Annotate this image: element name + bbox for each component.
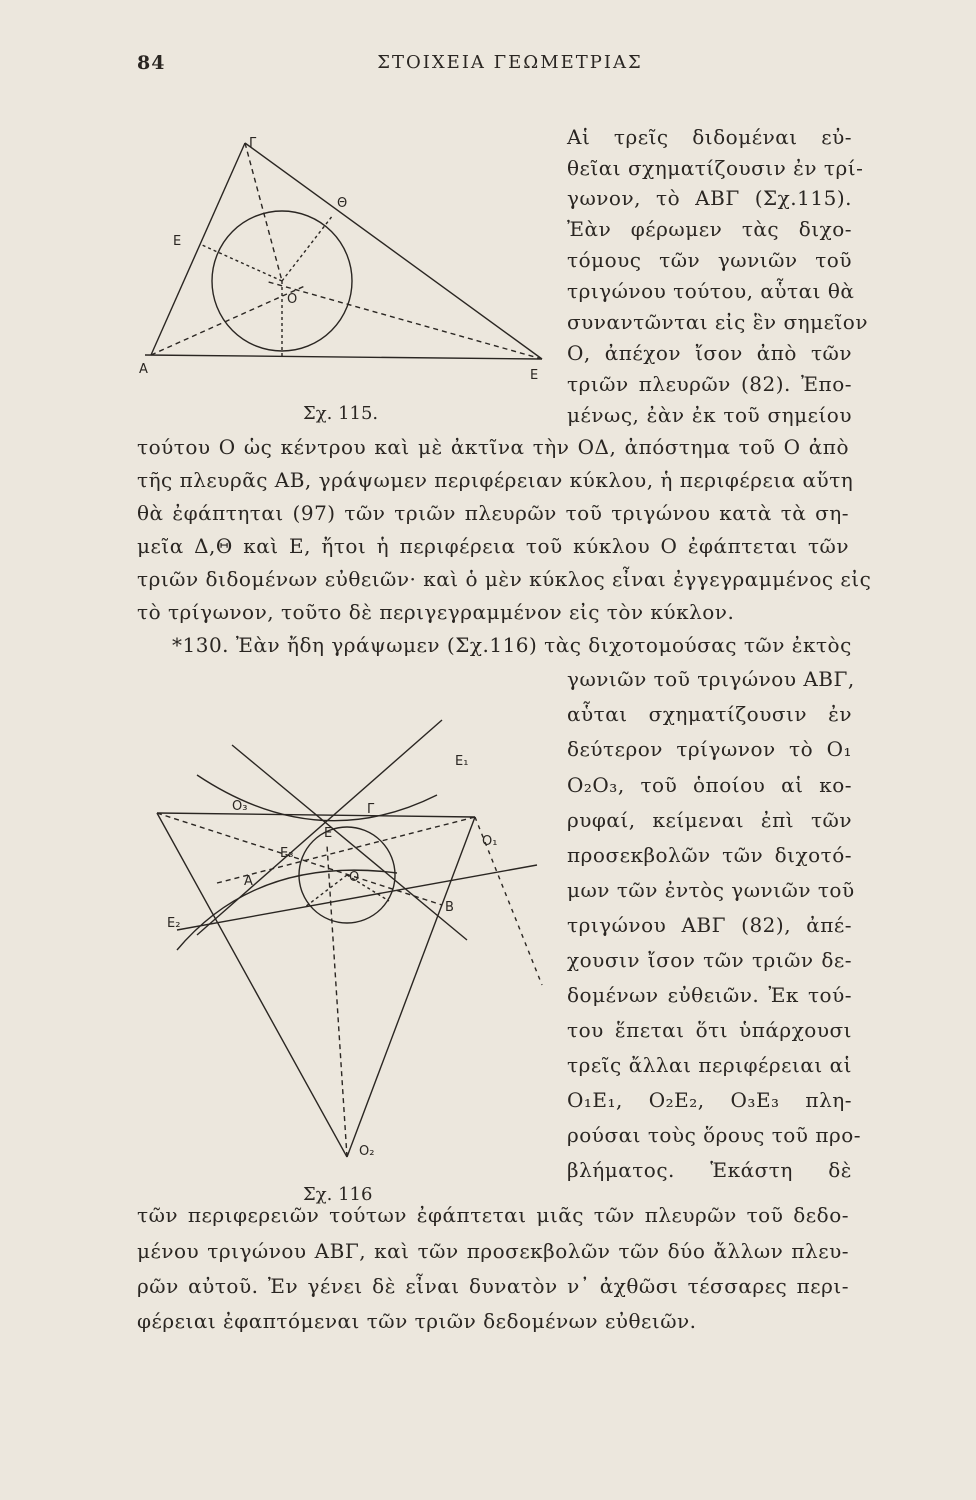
fig116-label-o3: Ο₃	[232, 799, 248, 814]
fig115-label-o: Ο	[287, 292, 298, 307]
fig115-label-epsilon: Ε	[173, 234, 182, 249]
text-line: συναντῶνται εἰς ἓν σημεῖον	[567, 310, 868, 334]
text-line: του ἕπεται ὅτι ὑπάρχουσι	[567, 1018, 852, 1042]
page-header	[0, 52, 976, 80]
fig116-label-e3: Ε₃	[280, 846, 294, 861]
fig115-side-ab	[145, 355, 542, 359]
page-number: 84	[137, 52, 166, 74]
text-line: γωνον, τὸ ΑΒΓ (Σχ.115).	[567, 186, 852, 210]
text-line: βλήματος. Ἑκάστη δὲ	[567, 1158, 852, 1182]
text-line: τόμους τῶν γωνιῶν τοῦ	[567, 248, 852, 272]
fig116-label-o: Ο	[349, 870, 360, 885]
text-line: ρυφαί, κείμεναι ἐπὶ τῶν	[567, 808, 852, 832]
text-line: αὗται σχηματίζουσιν ἐν	[567, 702, 852, 726]
text-line: τριῶν διδομένων εὐθειῶν· καὶ ὁ μὲν κύκλος εἶναι ἐγγεγραμμένος εἰς	[137, 567, 872, 591]
text-line: τριγώνου ΑΒΓ (82), ἀπέ-	[567, 913, 852, 937]
fig115-label-theta: Θ	[337, 196, 348, 211]
text-line: θεῖαι σχηματίζουσιν ἐν τρί-	[567, 156, 864, 180]
fig116-side-o2o3	[157, 813, 347, 1157]
text-line: ρούσαι τοὺς ὅρους τοῦ προ-	[567, 1123, 862, 1147]
figure-116	[137, 705, 557, 1175]
text-line: γωνιῶν τοῦ τριγώνου ΑΒΓ,	[567, 667, 855, 691]
figure-116-caption: Σχ. 116	[303, 1184, 373, 1205]
text-line: μεῖα Δ,Θ καὶ Ε, ἤτοι ἡ περιφέρεια τοῦ κύκλου Ο ἐφάπτεται τῶν	[137, 534, 849, 558]
fig116-label-beta: Β	[445, 900, 454, 915]
text-line: μένως, ἐὰν ἐκ τοῦ σημείου	[567, 403, 852, 427]
text-line: φέρειαι ἐφαπτόμεναι τῶν τριῶν δεδομένων εὐθειῶν.	[137, 1309, 697, 1333]
text-line: δεύτερον τρίγωνον τὸ Ο₁	[567, 737, 852, 761]
text-line: προσεκβολῶν τῶν διχοτό-	[567, 843, 852, 867]
text-line: χουσιν ἴσον τῶν τριῶν δε-	[567, 948, 852, 972]
text-line: δομένων εὐθειῶν. Ἐκ τού-	[567, 983, 852, 1007]
fig115-bisector-g	[245, 143, 282, 281]
text-line: τριῶν πλευρῶν (82). Ἐπο-	[567, 372, 852, 396]
fig116-line-ag-ext	[197, 720, 442, 935]
fig116-label-a: Α	[244, 874, 253, 889]
text-line: τούτου Ο ὡς κέντρου καὶ μὲ ἀκτῖνα τὴν ΟΔ, ἀπόστημα τοῦ Ο ἀπὸ	[137, 435, 849, 459]
fig116-bisector-b	[327, 845, 347, 1157]
section-130-first-line: *130. Ἐὰν ἤδη γράψωμεν (Σχ.116) τὰς διχοτομούσας τῶν ἐκτὸς	[172, 633, 852, 657]
figure-115	[137, 135, 557, 395]
fig116-radius-1	[305, 875, 347, 907]
fig116-label-e1: Ε₁	[455, 754, 469, 769]
text-line: Ο₂Ο₃, τοῦ ὁποίου αἱ κο-	[567, 773, 852, 797]
text-line: τῶν περιφερειῶν τούτων ἐφάπτεται μιᾶς τῶν πλευρῶν τοῦ δεδο-	[137, 1203, 849, 1227]
fig115-label-a: Α	[139, 362, 148, 377]
text-line: μων τῶν ἐντὸς γωνιῶν τοῦ	[567, 878, 855, 902]
fig115-label-gamma: Γ	[249, 136, 257, 151]
fig116-label-e: Ε	[324, 826, 333, 841]
fig115-side-ag	[151, 143, 245, 355]
text-line: τῆς πλευρᾶς ΑΒ, γράψωμεν περιφέρειαν κύκλου, ἡ περιφέρεια αὕτη	[137, 468, 854, 492]
fig115-bisector-a	[151, 285, 307, 355]
text-line: Ο₁Ε₁, Ο₂Ε₂, Ο₃Ε₃ πλη-	[567, 1088, 852, 1112]
fig116-line-gb-ext	[232, 745, 467, 940]
fig116-label-o1: Ο₁	[482, 834, 498, 849]
figure-115-caption: Σχ. 115.	[303, 403, 379, 424]
text-line: Ἐὰν φέρωμεν τὰς διχο-	[567, 217, 852, 241]
text-line: τὸ τρίγωνον, τοῦτο δὲ περιγεγραμμένον εἰς τὸν κύκλον.	[137, 600, 735, 624]
text-line: μένου τριγώνου ΑΒΓ, καὶ τῶν προσεκβολῶν τῶν δύο ἄλλων πλευ-	[137, 1239, 849, 1263]
text-line: Ο, ἀπέχον ἴσον ἀπὸ τῶν	[567, 341, 852, 365]
fig115-radius-th	[282, 215, 333, 281]
fig116-label-e2: Ε₂	[167, 916, 181, 931]
fig116-label-o2: Ο₂	[359, 1144, 375, 1159]
fig115-side-gb	[245, 143, 542, 359]
fig116-label-gamma: Γ	[367, 802, 375, 817]
fig115-label-e-right: Ε	[530, 368, 539, 383]
text-line: τρεῖς ἄλλαι περιφέρειαι αἱ	[567, 1053, 852, 1077]
running-title: ΣΤΟΙΧΕΙΑ ΓΕΩΜΕΤΡΙΑΣ	[377, 52, 643, 73]
text-line: θὰ ἐφάπτηται (97) τῶν τριῶν πλευρῶν τοῦ τριγώνου κατὰ τὰ ση-	[137, 501, 849, 525]
fig116-side-o1o2	[347, 817, 475, 1157]
text-line: ρῶν αὐτοῦ. Ἐν γένει δὲ εἶναι δυνατὸν ν᾿ ἀχθῶσι τέσσαρες περι-	[137, 1274, 849, 1298]
text-line: τριγώνου τούτου, αὗται θὰ	[567, 279, 855, 303]
text-line: Αἱ τρεῖς διδομέναι εὐ-	[567, 125, 852, 149]
